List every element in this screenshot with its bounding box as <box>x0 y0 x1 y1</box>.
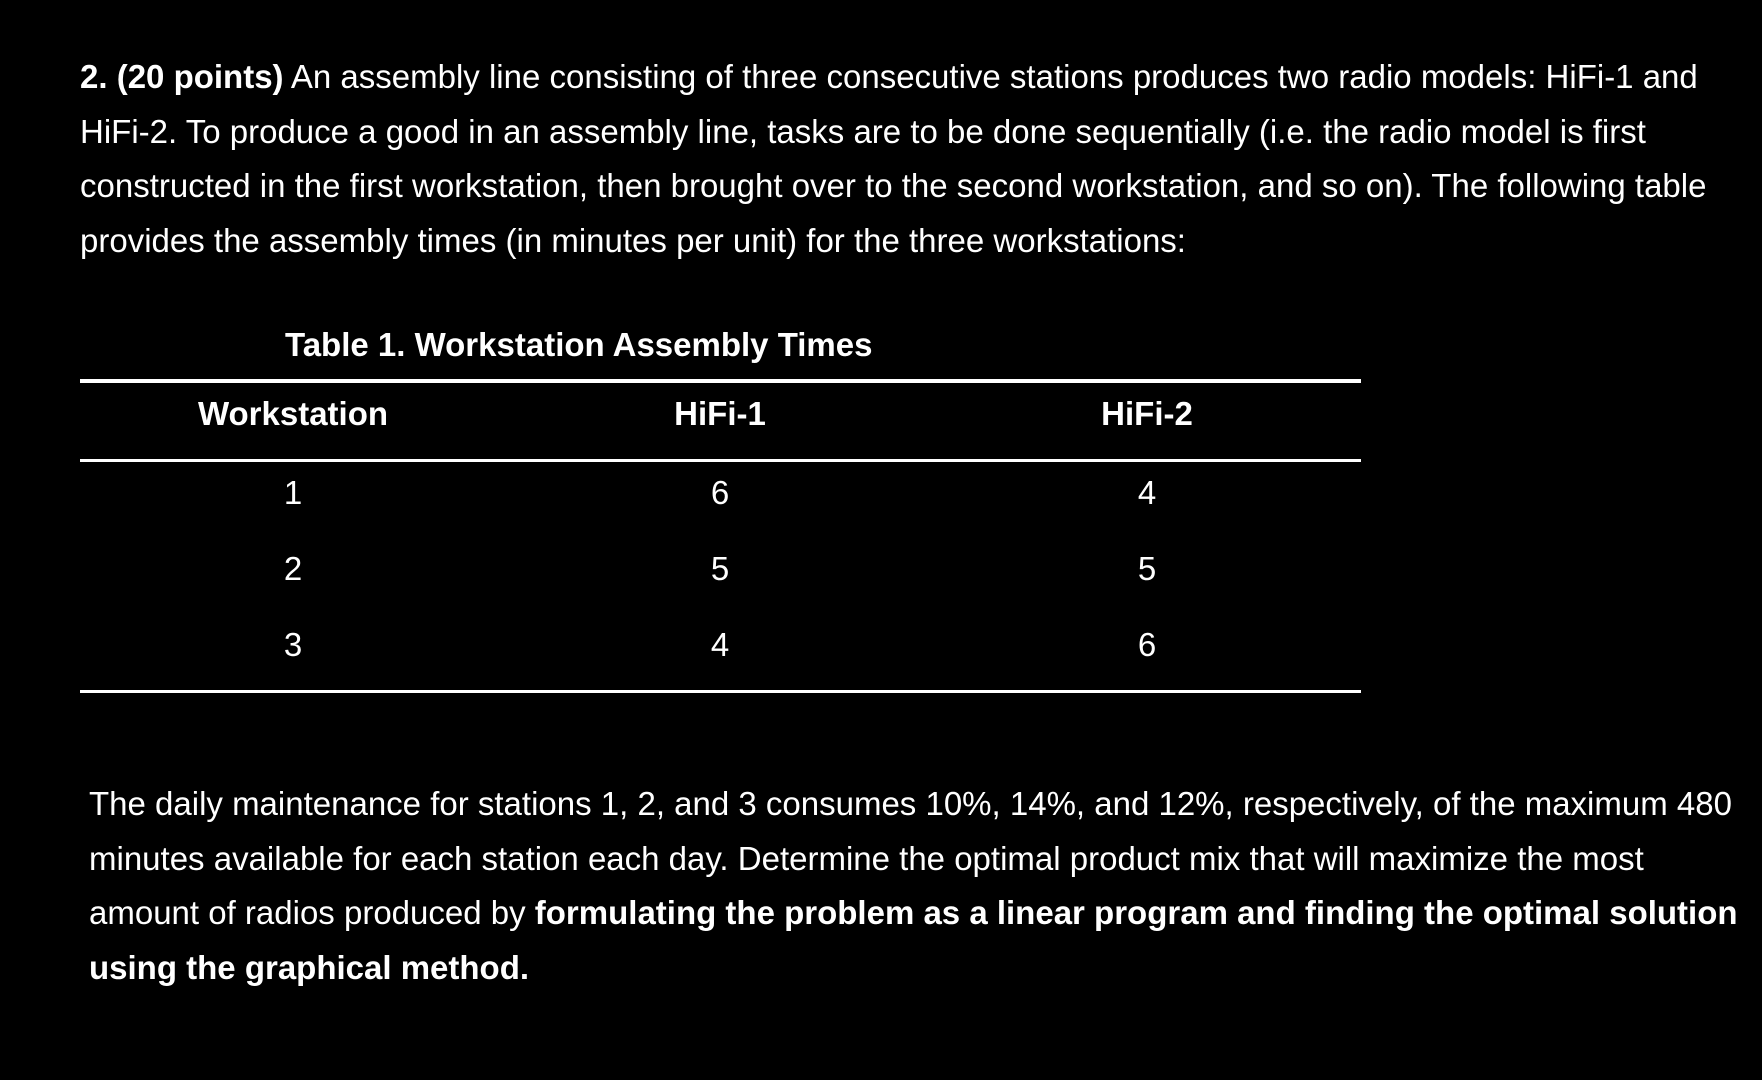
table-cell: 1 <box>283 474 303 511</box>
table-cell: 4 <box>710 626 730 663</box>
column-header-workstation: Workstation <box>197 395 389 432</box>
table-bottom-rule <box>80 690 1361 693</box>
problem-intro-text: An assembly line consisting of three consecutive stations produces two radio models: HiFi-1 and HiFi-2. To produce a good in an assembly line, tasks are to be done sequentially (i.e. the radio model is first constructed in the first workstation, then brought over to the second workstation, and so on). The following table provides the assembly times (in minutes per unit) for the three workstations: <box>80 58 1707 259</box>
problem-points: (20 points) <box>116 58 284 95</box>
task-statement <box>89 777 1739 995</box>
table-cell: 5 <box>1137 550 1157 587</box>
problem-number: 2. <box>80 58 108 95</box>
table-cell: 6 <box>1137 626 1157 663</box>
table-cell: 5 <box>710 550 730 587</box>
task-emphasis: formulating the problem as a linear program and finding the optimal solution using the graphical method. <box>89 894 1738 986</box>
table-cell: 6 <box>710 474 730 511</box>
table-caption: Table 1. Workstation Assembly Times <box>285 326 873 363</box>
column-header-hifi-1: HiFi-1 <box>674 395 766 432</box>
table-cell: 3 <box>283 626 303 663</box>
table-top-rule <box>80 379 1361 383</box>
table-header-rule <box>80 459 1361 462</box>
task-text: The daily maintenance for stations 1, 2, and 3 consumes 10%, 14%, and 12%, respectively, of the maximum 480 minutes available for each station each day. Determine the optimal product mix that will maximize the most amount of radios produced by <box>89 785 1732 931</box>
column-header-hifi-2: HiFi-2 <box>1101 395 1193 432</box>
problem-statement <box>80 50 1720 268</box>
table-cell: 2 <box>283 550 303 587</box>
table-cell: 4 <box>1137 474 1157 511</box>
